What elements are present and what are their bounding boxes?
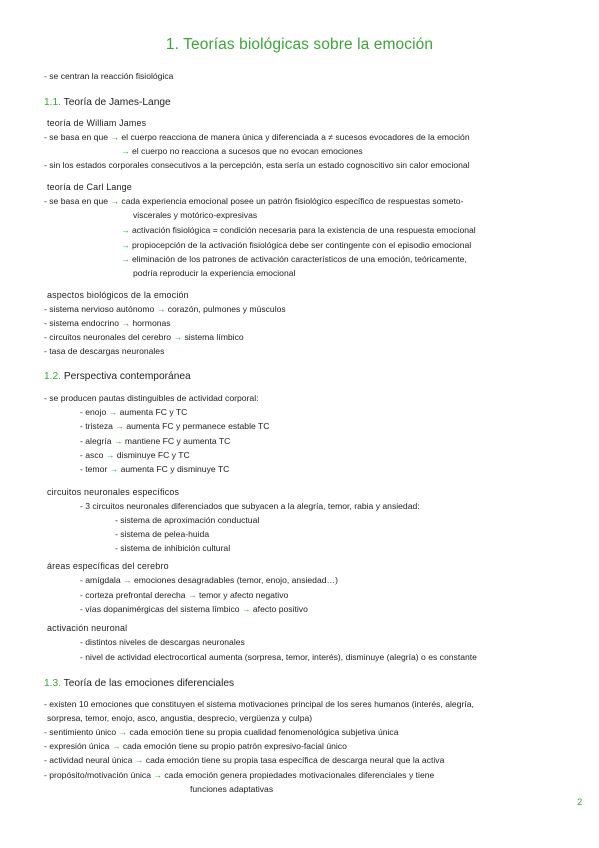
section-title: Teoría de James-Lange	[63, 97, 171, 108]
arrow-icon: →	[111, 741, 121, 751]
arrow-icon: →	[156, 304, 166, 314]
arrow-icon: →	[121, 240, 130, 250]
text-line: - alegría → mantiene FC y aumenta TC	[80, 436, 231, 446]
text-line: - 3 circuitos neuronales diferenciados que subyacen a la alegría, temor, rabia y ansiedad:	[80, 501, 420, 511]
arrow-icon: →	[110, 196, 120, 206]
page-number: 2	[577, 797, 583, 808]
arrow-icon: →	[123, 575, 132, 585]
text-line: podría reproducir la experiencia emocional	[133, 268, 296, 278]
text-line: → propiocepción de la activación fisiológica debe ser contingente con el episodio emocional	[121, 240, 472, 250]
text-line: funciones adaptativas	[190, 784, 274, 794]
text-line: - sistema de inhibición cultural	[115, 543, 231, 553]
arrow-icon: →	[118, 727, 128, 737]
section-title: Teoría de las emociones diferenciales	[63, 678, 235, 689]
text-line: - sistema endocrino → hormonas	[44, 318, 171, 328]
text-line: - tasa de descargas neuronales	[44, 346, 165, 356]
subheading-james: teoría de William James	[47, 118, 147, 128]
arrow-icon: →	[113, 436, 123, 446]
text-line: - sentimiento único → cada emoción tiene su propia cualidad fenomenológica subjetiva única	[44, 727, 399, 737]
section-title: Perspectiva contemporánea	[63, 371, 191, 382]
text-line: → eliminación de los patrones de activación característicos de una emoción, teóricamente,	[121, 254, 467, 264]
text-line: → el cuerpo no reacciona a sucesos que no evocan emociones	[121, 146, 363, 156]
text-line: - tristeza → aumenta FC y permanece estable TC	[80, 421, 270, 431]
arrow-icon: →	[110, 132, 120, 142]
arrow-icon: →	[108, 407, 118, 417]
text-line: - se producen pautas distinguibles de actividad corporal:	[44, 393, 259, 403]
subheading-bio: aspectos biológicos de la emoción	[47, 290, 189, 300]
text-line: - sistema de pelea-huida	[115, 529, 210, 539]
subheading-areas: áreas específicas del cerebro	[47, 561, 169, 571]
text-line: → activación fisiológica = condición necesaria para la existencia de una respuesta emocional	[121, 225, 476, 235]
arrow-icon: →	[173, 332, 183, 342]
subheading-circuits: circuitos neuronales específicos	[47, 487, 180, 497]
arrow-icon: →	[121, 254, 130, 264]
arrow-icon: →	[153, 770, 162, 780]
arrow-icon: →	[241, 604, 251, 614]
text-line: - corteza prefrontal derecha → temor y afecto negativo	[80, 590, 289, 600]
page-title: 1. Teorías biológicas sobre la emoción	[165, 36, 434, 53]
arrow-icon: →	[115, 421, 124, 431]
section-number: 1.3.	[44, 678, 61, 689]
text-line: - temor → aumenta FC y disminuye TC	[80, 464, 230, 474]
text-line: - sin los estados corporales consecutivos a la percepción, esta sería un estado cognoscitivo sin calor emocional	[44, 160, 470, 170]
text-line: - nivel de actividad electrocortical aumenta (sorpresa, temor, interés), disminuye (alegría) o es constante	[80, 652, 477, 662]
section-heading-1-2	[44, 370, 191, 383]
text-line: - se basa en que → el cuerpo reacciona de manera única y diferenciada a ≠ sucesos evocadores de la emoción	[44, 132, 470, 142]
subheading-lange: teoría de Carl Lange	[47, 182, 132, 192]
text-line: viscerales y motórico-expresivas	[133, 210, 258, 220]
section-heading-1-1	[44, 96, 171, 109]
text-line: - amígdala → emociones desagradables (temor, enojo, ansiedad…)	[80, 575, 338, 585]
text-line: - actividad neural única → cada emoción tiene su propia tasa específica de descarga neural que la activa	[44, 755, 445, 765]
text-line: - se basa en que → cada experiencia emocional posee un patrón fisiológico específico de respuestas someto-	[44, 196, 464, 206]
text-line: - enojo → aumenta FC y TC	[80, 407, 188, 417]
arrow-icon: →	[134, 755, 144, 765]
arrow-icon: →	[121, 318, 130, 328]
section-number: 1.2.	[44, 371, 61, 382]
text-line: - propósito/motivación única → cada emoción genera propiedades motivacionales diferenciales y tiene	[44, 770, 435, 780]
arrow-icon: →	[121, 225, 130, 235]
text-line: - distintos niveles de descargas neuronales	[80, 637, 245, 647]
text-line: - expresión única → cada emoción tiene su propio patrón expresivo-facial único	[44, 741, 347, 751]
text-line: - asco → disminuye FC y TC	[80, 450, 190, 460]
arrow-icon: →	[187, 590, 197, 600]
text-line: - existen 10 emociones que constituyen el sistema motivaciones principal de los seres humanos (interés, alegría,	[44, 699, 474, 709]
text-line: - sistema de aproximación conductual	[115, 515, 260, 525]
section-heading-1-3	[44, 677, 234, 690]
intro-line: - se centran la reacción fisiológica	[44, 71, 174, 81]
subheading-activation: activación neuronal	[47, 623, 128, 633]
arrow-icon: →	[105, 450, 115, 460]
text-line: - sistema nervioso autónomo → corazón, pulmones y músculos	[44, 304, 286, 314]
text-line: - circuitos neuronales del cerebro → sistema límbico	[44, 332, 244, 342]
section-number: 1.1.	[44, 97, 61, 108]
arrow-icon: →	[121, 146, 130, 156]
arrow-icon: →	[109, 464, 119, 474]
text-line: sorpresa, temor, enojo, asco, angustia, desprecio, vergüenza y culpa)	[47, 713, 313, 723]
text-line: - vías dopanimérgicas del sistema límbico → afecto positivo	[80, 604, 308, 614]
